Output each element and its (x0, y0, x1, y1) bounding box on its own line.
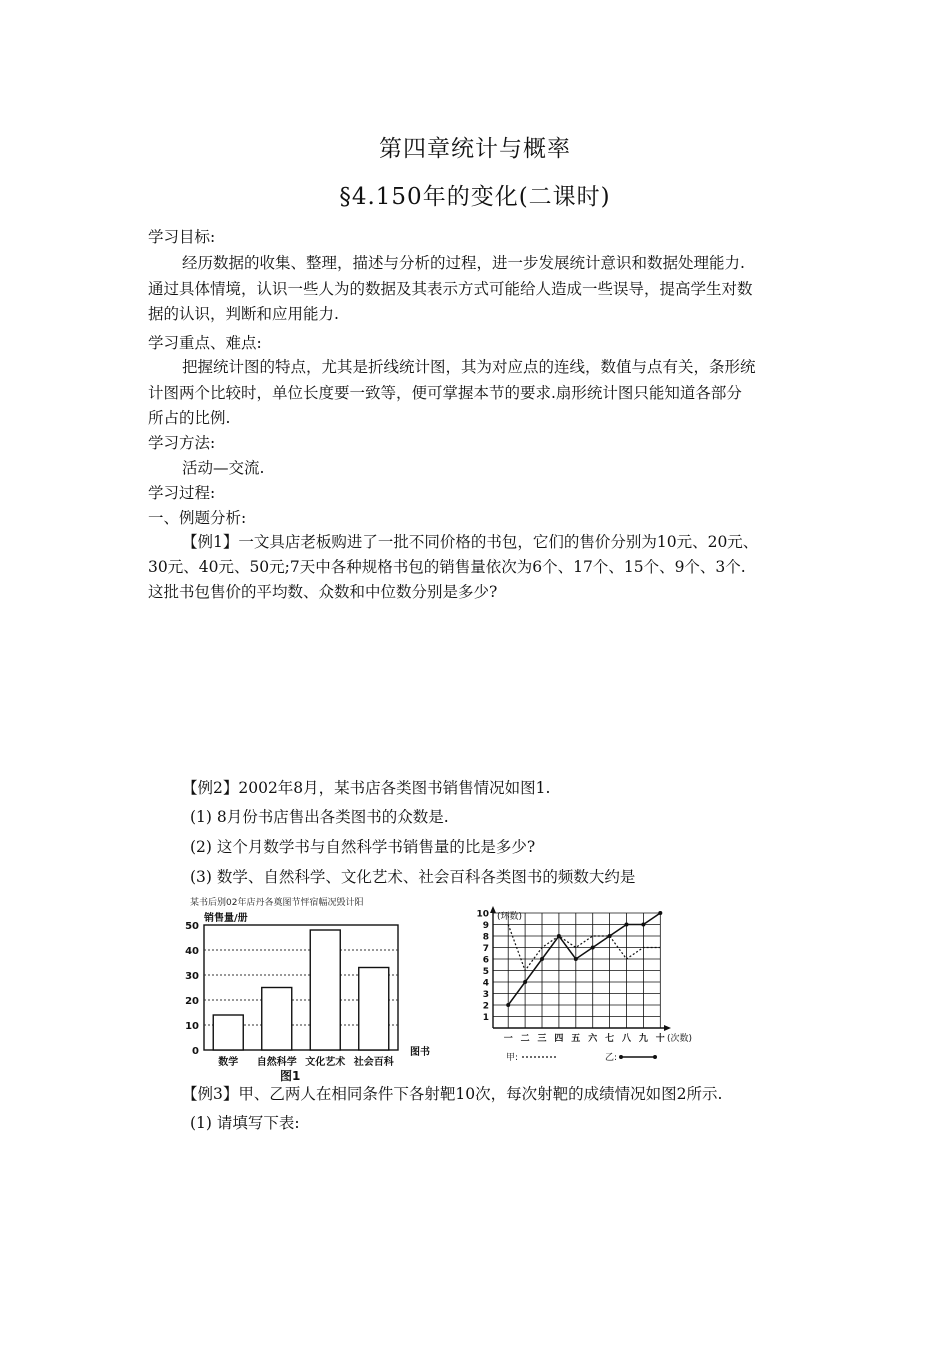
example3-question-1: (1) 请填写下表: (190, 1114, 300, 1132)
series-b-point (540, 957, 544, 961)
bar-chart-figure-1 (180, 893, 450, 1083)
legend-series-b-marker (653, 1055, 657, 1059)
bar-chart-title: 某书后别02年店丹各奠图节怦宿幅况毁计阳 (190, 898, 364, 908)
y-tick-label: 10 (476, 909, 489, 920)
y-tick-label: 6 (482, 955, 489, 966)
example3-intro: 【例3】甲、乙两人在相同条件下各射靶10次，每次射靶的成绩情况如图2所示. (182, 1085, 723, 1103)
line-chart-legend (506, 1052, 657, 1063)
bar (213, 1015, 243, 1050)
bar-chart-caption: 图1 (280, 1069, 301, 1083)
bar (262, 988, 292, 1051)
series-b-point (608, 934, 612, 938)
y-tick-label: 3 (482, 990, 489, 1000)
y-tick-label: 8 (482, 932, 489, 943)
x-category-label: 社会百科 (353, 1057, 394, 1068)
example2-question-1: (1) 8月份书店售出各类图书的众数是. (190, 808, 449, 826)
y-tick-label: 50 (185, 921, 199, 932)
y-tick-label: 7 (482, 944, 489, 954)
y-tick-label: 1 (482, 1013, 489, 1023)
objectives-line-2: 通过具体情境，认识一些人为的数据及其表示方式可能给人造成一些误导，提高学生对数 (148, 280, 753, 298)
series-b-point (591, 946, 595, 950)
x-category-label: 七 (605, 1034, 615, 1044)
y-tick-label: 9 (482, 921, 489, 931)
series-b-point (658, 911, 662, 915)
example1-line-1: 【例1】一文具店老板购进了一批不同价格的书包，它们的售价分别为10元、20元、 (182, 533, 759, 551)
bar (359, 968, 389, 1051)
x-category-label: 八 (622, 1034, 632, 1044)
x-category-label: 文化艺术 (305, 1057, 346, 1068)
series-b-point (557, 934, 561, 938)
x-category-label: 四 (554, 1034, 564, 1044)
x-category-label: 三 (537, 1034, 547, 1044)
objectives-line-1: 经历数据的收集、整理，描述与分析的过程，进一步发展统计意识和数据处理能力. (182, 254, 745, 272)
page-subtitle: §4.150年的变化(二课时) (339, 184, 611, 210)
y-tick-label: 4 (482, 978, 489, 989)
method-heading: 学习方法: (148, 434, 216, 452)
line-chart-figure-2 (462, 905, 702, 1065)
example2-intro: 【例2】2002年8月，某书店各类图书销售情况如图1. (182, 779, 551, 797)
example2-question-2: (2) 这个月数学书与自然科学书销售量的比是多少? (190, 838, 536, 856)
y-tick-label: 20 (185, 996, 199, 1007)
method-text: 活动—交流. (182, 459, 265, 477)
focus-line-2: 计图两个比较时，单位长度要一致等，便可掌握本节的要求.扇形统计图只能知道各部分 (148, 384, 742, 402)
bar-chart-x-label: 图书 (410, 1047, 430, 1058)
section-heading: 一、例题分析: (148, 509, 247, 527)
focus-line-3: 所占的比例. (148, 409, 231, 427)
legend-series-b-marker (619, 1055, 623, 1059)
focus-heading: 学习重点、难点: (148, 334, 262, 352)
legend-series-a-label: 甲: (506, 1053, 519, 1063)
line-chart-categories (504, 1032, 665, 1044)
y-tick-label: 5 (482, 967, 489, 977)
y-tick-label: 0 (192, 1046, 199, 1057)
x-category-label: 十 (655, 1034, 665, 1044)
x-category-label: 自然科学 (256, 1057, 297, 1068)
y-tick-label: 30 (185, 971, 199, 982)
line-chart-y-ticks (476, 910, 489, 1024)
series-b-point (574, 957, 578, 961)
bar-chart-y-ticks (185, 921, 199, 1057)
line-chart-x-label: (次数) (667, 1034, 693, 1044)
series-b-point (641, 923, 645, 927)
x-category-label: 五 (571, 1034, 581, 1044)
focus-line-1: 把握统计图的特点，尤其是折线统计图，其为对应点的连线，数值与点有关，条形统 (182, 358, 756, 376)
series-b-point (523, 980, 527, 984)
example1-line-3: 这批书包售价的平均数、众数和中位数分别是多少? (148, 583, 498, 601)
bar-chart-y-label: 销售量/册 (204, 913, 248, 924)
series-b-point (625, 923, 629, 927)
example1-line-2: 30元、40元、50元;7天中各种规格书包的销售量依次为6个、17个、15个、9个、3个. (148, 558, 746, 576)
x-category-label: 六 (588, 1034, 598, 1044)
objectives-heading: 学习目标: (148, 228, 216, 246)
bar-chart-categories (218, 1055, 394, 1068)
example2-question-3: (3) 数学、自然科学、文化艺术、社会百科各类图书的频数大约是 (190, 868, 636, 886)
x-category-label: 九 (638, 1034, 648, 1044)
bar (310, 930, 340, 1050)
y-tick-label: 2 (482, 1001, 489, 1012)
x-category-label: 一 (503, 1034, 513, 1044)
objectives-line-3: 据的认识，判断和应用能力. (148, 305, 339, 323)
legend-series-b-label: 乙: (605, 1053, 618, 1063)
bar-chart-bars (213, 930, 389, 1050)
y-axis-arrow-icon (490, 906, 496, 913)
y-tick-label: 40 (185, 946, 199, 957)
line-chart-grid (493, 913, 671, 1031)
y-tick-label: 10 (185, 1021, 199, 1032)
series-b-point (506, 1003, 510, 1007)
x-category-label: 数学 (218, 1057, 239, 1068)
x-category-label: 二 (520, 1034, 530, 1044)
line-chart-y-label: (环数) (497, 912, 523, 922)
process-heading: 学习过程: (148, 484, 216, 502)
x-axis-arrow-icon (664, 1025, 671, 1031)
page-title: 第四章统计与概率 (379, 136, 571, 162)
